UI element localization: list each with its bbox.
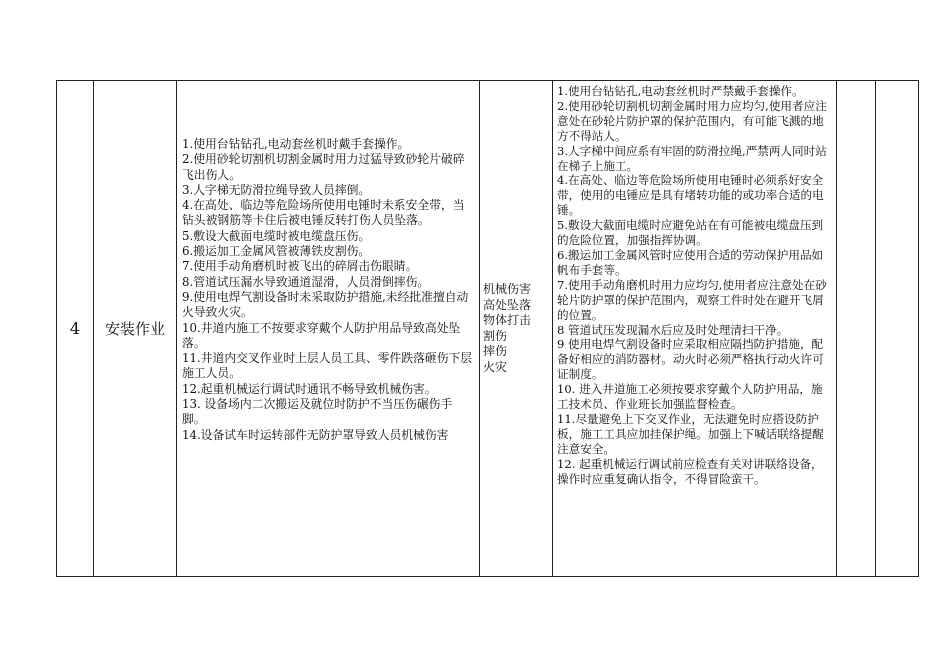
hazard-item: 10.井道内施工不按要求穿戴个人防护用品导致高处坠落。 bbox=[182, 320, 461, 350]
empty-cell bbox=[876, 81, 919, 577]
hazard-item: 9.使用电焊气割设备时未采取防护措施,未经批准擅自动火导致火灾。 bbox=[182, 289, 469, 320]
control-item: 4.在高处、临边等危险场所使用电锤时必须系好安全带，使用的电锤应是具有堵转功能的或功率合适的电锤。 bbox=[557, 173, 824, 218]
hazard-type: 高处坠落 bbox=[483, 297, 532, 312]
activity-name: 安装作业 bbox=[94, 81, 177, 577]
control-item: 7.使用手动角磨机时用力应均匀,使用者应注意处在砂轮片防护罩的保护范围内，观察工件时处在避开飞屑的位置。 bbox=[557, 277, 827, 322]
hazard-item: 13. 设备场内二次搬运及就位时防护不当压伤碾伤手脚。 bbox=[182, 397, 453, 427]
row-number: 4 bbox=[57, 81, 94, 577]
hazard-item: 3.人字梯无防滑拉绳导致人员摔倒。 bbox=[182, 182, 371, 197]
hazard-cell bbox=[177, 81, 480, 577]
hazard-list bbox=[177, 81, 479, 443]
hazard-item: 7.使用手动角磨机时被飞出的碎屑击伤眼睛。 bbox=[182, 259, 418, 274]
hazard-item: 5.敷设大截面电缆时被电缆盘压伤。 bbox=[182, 228, 371, 243]
hazard-item: 2.使用砂轮切割机切割金属时用力过猛导致砂轮片破碎飞出伤人。 bbox=[182, 152, 465, 182]
table-row bbox=[57, 81, 919, 577]
hazard-item: 4.在高处、临边等危险场所使用电锤时未系安全带，当钻头被钢筋等卡住后被电锤反转打伤人员坠落。 bbox=[182, 198, 465, 228]
hazard-item: 11.井道内交叉作业时上层人员工具、零件跌落砸伤下层施工人员。 bbox=[182, 351, 473, 381]
control-item: 12. 起重机械运行调试前应检查有关对讲联络设备，操作时应重复确认指令，不得冒险蛮干。 bbox=[557, 456, 823, 486]
hazard-type: 割伤 bbox=[483, 328, 508, 343]
hazard-item: 1.使用台钻钻孔,电动套丝机时戴手套操作。 bbox=[182, 137, 410, 151]
control-item: 9 使用电焊气割设备时应采取相应隔挡防护措施，配备好相应的消防器材。动火时必须严格执行动火许可证制度。 bbox=[557, 337, 824, 382]
control-item: 1.使用台钻钻孔,电动套丝机时严禁戴手套操作。 bbox=[557, 84, 804, 98]
control-item: 5.敷设大截面电缆时应避免站在有可能被电缆盘压到的危险位置，加强指挥协调。 bbox=[557, 218, 824, 248]
hazard-type-list bbox=[480, 282, 552, 375]
hazard-type: 物体打击 bbox=[483, 313, 532, 327]
hazard-item: 8.管道试压漏水导致通道湿滑，人员滑倒摔伤。 bbox=[182, 274, 430, 289]
hazard-type-cell bbox=[480, 81, 553, 577]
risk-table bbox=[56, 80, 919, 577]
hazard-type: 机械伤害 bbox=[483, 282, 532, 296]
empty-cell bbox=[837, 81, 876, 577]
control-item: 6.搬运加工金属风管时应使用合适的劳动保护用品如帆布手套等。 bbox=[557, 247, 824, 277]
control-item: 3.人字梯中间应系有牢固的防滑拉绳,严禁两人同时站在梯子上施工。 bbox=[557, 143, 827, 173]
hazard-item: 6.搬运加工金属风管被薄铁皮割伤。 bbox=[182, 244, 371, 259]
control-item: 10. 进入井道施工必须按要求穿戴个人防护用品，施工技术员、作业班长加强监督检查。 bbox=[557, 382, 823, 412]
control-measures-list bbox=[553, 81, 836, 488]
control-item: 2.使用砂轮切割机切割金属时用力应均匀,使用者应注意处在砂轮片防护罩的保护范围内，有可能飞溅的地方不得站人。 bbox=[557, 98, 827, 143]
hazard-type: 火灾 bbox=[483, 359, 508, 374]
control-measures-cell bbox=[553, 81, 837, 577]
control-item: 8 管道试压发现漏水后应及时处理清扫干净。 bbox=[557, 322, 789, 337]
hazard-item: 12.起重机械运行调试时通讯不畅导致机械伤害。 bbox=[182, 381, 437, 396]
hazard-type: 摔伤 bbox=[483, 344, 508, 358]
control-item: 11.尽量避免上下交叉作业，无法避免时应搭设防护板，施工工具应加挂保护绳。加强上下喊话联络提醒注意安全。 bbox=[557, 411, 824, 456]
hazard-item: 14.设备试车时运转部件无防护罩导致人员机械伤害 bbox=[182, 427, 449, 442]
